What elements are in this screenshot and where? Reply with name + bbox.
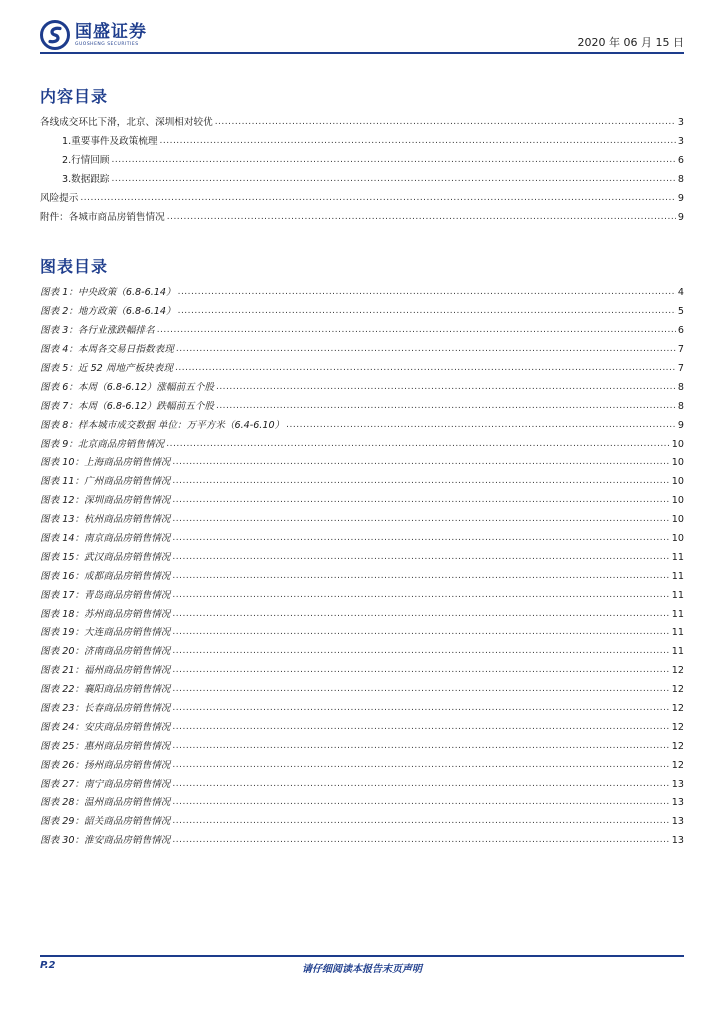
entry-label: 图表 18：苏州商品房销售情况: [40, 608, 171, 620]
figure-entry[interactable]: [40, 473, 684, 492]
entry-page-number: 8: [677, 174, 684, 186]
entry-page-number: 10: [671, 476, 684, 488]
report-date: 2020 年 06 月 15 日: [577, 36, 684, 49]
figure-entry[interactable]: [40, 624, 684, 643]
entry-label: 图表 19：大连商品房销售情况: [40, 627, 171, 639]
dot-leader: [172, 779, 669, 791]
dot-leader: [172, 703, 669, 715]
dot-leader: [172, 816, 669, 828]
contents-entry[interactable]: [40, 208, 684, 227]
entry-page-number: 9: [677, 211, 684, 223]
figure-entry[interactable]: [40, 511, 684, 530]
dot-leader: [112, 155, 676, 167]
contents-entry[interactable]: [40, 190, 684, 209]
entry-label: 图表 9：北京商品房销售情况: [40, 438, 165, 450]
figure-entry[interactable]: [40, 737, 684, 756]
figure-entry[interactable]: [40, 718, 684, 737]
page-header: [40, 18, 684, 56]
entry-page-number: 3: [677, 117, 684, 129]
entry-page-number: 12: [671, 721, 684, 733]
figure-entry[interactable]: [40, 756, 684, 775]
entry-label: 图表 30：淮安商品房销售情况: [40, 835, 171, 847]
entry-label: 图表 28：温州商品房销售情况: [40, 797, 171, 809]
entry-page-number: 7: [677, 363, 684, 374]
entry-page-number: 12: [671, 665, 684, 677]
entry-page-number: 13: [671, 816, 684, 828]
dot-leader: [172, 609, 669, 621]
entry-page-number: 11: [671, 551, 684, 563]
entry-page-number: 5: [677, 306, 684, 318]
dot-leader: [167, 212, 676, 224]
entry-label: 图表 20：济南商品房销售情况: [40, 646, 171, 658]
figure-entry[interactable]: [40, 643, 684, 662]
dot-leader: [286, 420, 676, 432]
dot-leader: [80, 193, 676, 205]
dot-leader: [172, 797, 669, 809]
figure-entry[interactable]: [40, 378, 684, 397]
dot-leader: [172, 514, 669, 526]
entry-page-number: 10: [671, 438, 684, 450]
entry-label: 图表 23：长春商品房销售情况: [40, 703, 171, 715]
entry-page-number: 13: [671, 778, 684, 790]
entry-page-number: 12: [671, 740, 684, 752]
dot-leader: [166, 439, 670, 451]
figure-entry[interactable]: [40, 435, 684, 454]
dot-leader: [178, 306, 676, 318]
entry-label: 图表 13：杭州商品房销售情况: [40, 514, 171, 526]
dot-leader: [172, 495, 669, 507]
dot-leader: [172, 646, 669, 658]
dot-leader: [172, 552, 669, 564]
entry-page-number: 3: [677, 136, 684, 148]
contents-list: [40, 114, 684, 227]
entry-page-number: 12: [671, 759, 684, 771]
entry-label: 风险提示: [40, 193, 79, 204]
entry-page-number: 8: [677, 381, 684, 393]
dot-leader: [178, 287, 676, 299]
dot-leader: [172, 627, 669, 639]
contents-entry[interactable]: [40, 114, 684, 133]
entry-page-number: 11: [671, 646, 684, 658]
figure-entry[interactable]: [40, 681, 684, 700]
entry-label: 图表 25：惠州商品房销售情况: [40, 740, 171, 752]
entry-label: 图表 11：广州商品房销售情况: [40, 476, 171, 488]
figure-entry[interactable]: [40, 794, 684, 813]
entry-page-number: 10: [671, 514, 684, 526]
dot-leader: [172, 476, 669, 488]
dot-leader: [172, 457, 669, 469]
dot-leader: [175, 363, 676, 375]
dot-leader: [172, 533, 669, 545]
entry-label: 图表 12：深圳商品房销售情况: [40, 495, 171, 507]
dot-leader: [172, 835, 669, 847]
entry-label: 2.行情回顾: [40, 155, 112, 167]
dot-leader: [160, 136, 676, 148]
contents-entry[interactable]: [40, 152, 684, 171]
entry-label: 图表 10：上海商品房销售情况: [40, 457, 171, 469]
entry-page-number: 12: [671, 684, 684, 696]
entry-label: 图表 22：襄阳商品房销售情况: [40, 684, 171, 696]
figures-title: 图表目录: [40, 257, 109, 276]
entry-label: 图表 4：本周各交易日指数表现: [40, 344, 174, 356]
dot-leader: [172, 665, 669, 677]
dot-leader: [216, 382, 676, 394]
dot-leader: [112, 174, 676, 186]
figure-entry[interactable]: [40, 322, 684, 341]
entry-label: 图表 2：地方政策（6.8-6.14）: [40, 306, 176, 318]
entry-label: 3.数据跟踪: [40, 174, 112, 186]
figures-list: [40, 284, 684, 851]
entry-label: 图表 17：青岛商品房销售情况: [40, 589, 171, 601]
entry-page-number: 7: [677, 344, 684, 356]
dot-leader: [172, 722, 669, 734]
contents-entry[interactable]: [40, 133, 684, 152]
figure-entry[interactable]: [40, 454, 684, 473]
entry-label: 图表 15：武汉商品房销售情况: [40, 551, 171, 563]
entry-label: 图表 29：韶关商品房销售情况: [40, 816, 171, 828]
entry-label: 图表 26：扬州商品房销售情况: [40, 759, 171, 771]
figure-entry[interactable]: [40, 832, 684, 851]
contents-entry[interactable]: [40, 171, 684, 190]
figure-entry[interactable]: [40, 700, 684, 719]
entry-label: 图表 7：本周（6.8-6.12）跌幅前五个股: [40, 400, 214, 412]
entry-page-number: 11: [671, 627, 684, 639]
entry-label: 图表 16：成都商品房销售情况: [40, 570, 171, 582]
figure-entry[interactable]: [40, 303, 684, 322]
figure-entry[interactable]: [40, 492, 684, 511]
entry-label: 图表 3：各行业涨跌幅排名: [40, 325, 155, 337]
disclaimer-note: 请仔细阅读本报告末页声明: [302, 964, 422, 975]
entry-page-number: 10: [671, 457, 684, 469]
entry-label: 附件：各城市商品房销售情况: [40, 211, 165, 223]
dot-leader: [172, 760, 669, 772]
entry-page-number: 8: [677, 400, 684, 412]
dot-leader: [172, 741, 669, 753]
entry-label: 图表 21：福州商品房销售情况: [40, 665, 171, 677]
figure-entry[interactable]: [40, 530, 684, 549]
dot-leader: [172, 571, 669, 583]
figure-entry[interactable]: [40, 360, 684, 379]
dot-leader: [176, 344, 676, 356]
dot-leader: [157, 325, 676, 337]
entry-label: 图表 24：安庆商品房销售情况: [40, 721, 171, 733]
company-logo: [40, 20, 147, 50]
figure-entry[interactable]: [40, 813, 684, 832]
dot-leader: [172, 590, 669, 602]
header-divider: [40, 52, 684, 54]
entry-page-number: 10: [671, 533, 684, 545]
brand-name: 国盛证券: [75, 22, 147, 42]
figure-entry[interactable]: [40, 586, 684, 605]
contents-title: 内容目录: [40, 87, 109, 106]
entry-label: 图表 1：中央政策（6.8-6.14）: [40, 287, 176, 299]
entry-label: 图表 27：南宁商品房销售情况: [40, 778, 171, 790]
guosheng-logo-icon: [40, 20, 70, 50]
entry-page-number: 6: [677, 325, 684, 337]
figure-entry[interactable]: [40, 662, 684, 681]
entry-page-number: 13: [671, 835, 684, 847]
entry-page-number: 6: [677, 155, 684, 167]
entry-page-number: 12: [671, 703, 684, 715]
entry-label: 各线成交环比下滑，北京、深圳相对较优: [40, 117, 213, 129]
entry-page-number: 11: [671, 608, 684, 620]
entry-page-number: 13: [671, 797, 684, 809]
entry-page-number: 11: [671, 570, 684, 582]
entry-label: 图表 5：近 52 周地产板块表现: [40, 363, 173, 374]
footer-divider: [40, 955, 684, 957]
entry-page-number: 4: [677, 287, 684, 299]
dot-leader: [216, 401, 676, 413]
entry-page-number: 10: [671, 495, 684, 507]
entry-label: 1.重要事件及政策梳理: [40, 136, 160, 148]
figure-entry[interactable]: [40, 341, 684, 360]
figure-entry[interactable]: [40, 567, 684, 586]
figure-entry[interactable]: [40, 416, 684, 435]
entry-page-number: 9: [677, 193, 684, 204]
entry-label: 图表 6：本周（6.8-6.12）涨幅前五个股: [40, 381, 214, 393]
figure-entry[interactable]: [40, 397, 684, 416]
figure-entry[interactable]: [40, 284, 684, 303]
brand-subtitle: GUOSHENG SECURITIES: [75, 42, 139, 47]
figure-entry[interactable]: [40, 775, 684, 794]
entry-page-number: 11: [671, 589, 684, 601]
entry-label: 图表 14：南京商品房销售情况: [40, 533, 171, 545]
page-number: P.2: [40, 960, 56, 971]
dot-leader: [215, 117, 676, 129]
dot-leader: [172, 684, 669, 696]
entry-page-number: 9: [677, 419, 684, 431]
figure-entry[interactable]: [40, 605, 684, 624]
figure-entry[interactable]: [40, 548, 684, 567]
entry-label: 图表 8：样本城市成交数据 单位：万平方米（6.4-6.10）: [40, 419, 285, 431]
